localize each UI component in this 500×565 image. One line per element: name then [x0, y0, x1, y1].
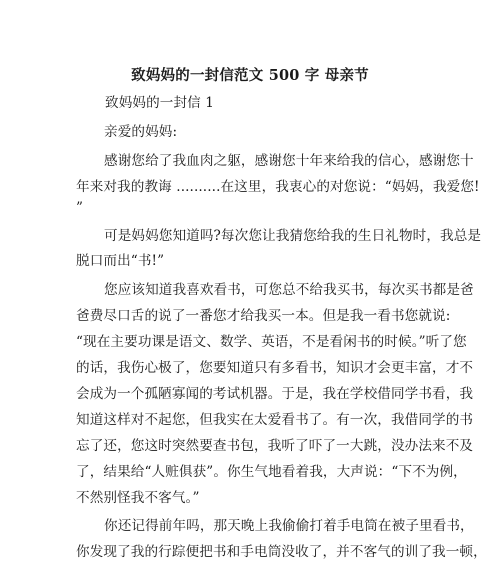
body-line: 知道这样对不起您，但我实在太爱看书了。有一次，我借同学的书	[76, 412, 474, 428]
body-line: “现在主要功课是语文、数学、英语，不是看闲书的时候。”听了您	[76, 334, 467, 350]
body-line: 感谢您给了我血肉之躯，感谢您十年来给我的信心，感谢您十	[104, 153, 474, 169]
body-line: 的话，我伤心极了，您要知道只有多看书，知识才会更丰富，才不	[76, 360, 474, 376]
body-line: 可是妈妈您知道吗?每次您让我猜您给我的生日礼物时，我总是	[104, 228, 482, 244]
body-line: 你发现了我的行踪便把书和手电筒没收了，并不客气的训了我一顿，	[76, 544, 487, 560]
body-line: ”	[76, 200, 84, 216]
body-line: 脱口而出“书!”	[76, 253, 165, 269]
body-line: 不然别怪我不客气。”	[76, 490, 200, 506]
document-title: 致妈妈的一封信范文 500 字 母亲节	[131, 67, 369, 84]
body-line: 爸费尽口舌的说了一番您才给我买一本。但是我一看书您就说:	[76, 308, 451, 324]
body-line: 您应该知道我喜欢看书，可您总不给我买书，每次买书都是爸	[104, 282, 474, 298]
body-line: 你还记得前年吗，那天晚上我偷偷打着手电筒在被子里看书，	[104, 518, 474, 534]
body-line: 忘了还，您这时突然要查书包，我听了吓了一大跳，没办法来不及	[76, 438, 474, 454]
body-line: 年来对我的教诲 ..........在这里，我衷心的对您说：“妈妈，我爱您!	[76, 179, 480, 195]
salutation-line: 亲爱的妈妈:	[104, 124, 178, 140]
body-line: 了，结果给“人赃俱获”。你生气地看着我，大声说：“下不为例，	[76, 464, 467, 480]
body-line: 会成为一个孤陋寡闻的考试机器。于是，我在学校借同学书看，我	[76, 386, 474, 402]
subtitle-line: 致妈妈的一封信 1	[105, 95, 215, 111]
